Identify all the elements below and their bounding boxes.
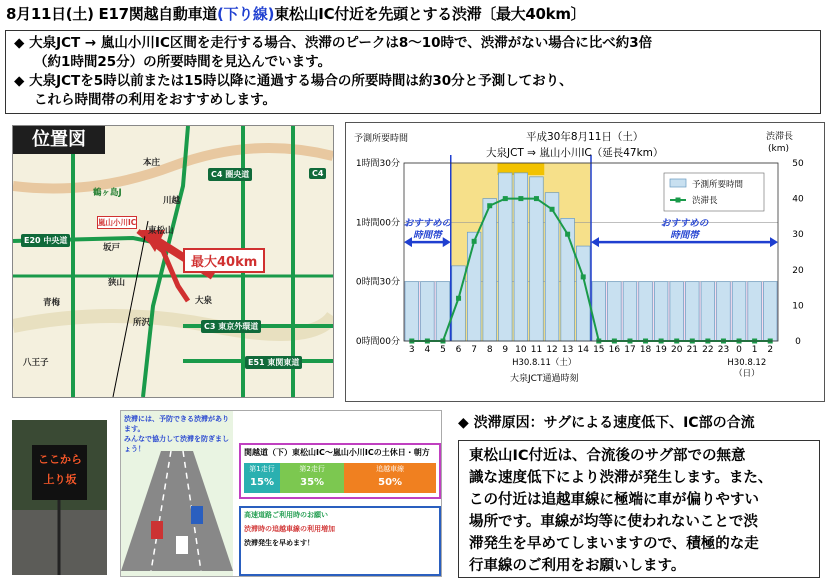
bar bbox=[670, 282, 684, 341]
poster-road-art bbox=[121, 451, 233, 571]
cause-line-2: 識な速度低下により渋滞が発生します。また、 bbox=[469, 470, 773, 486]
bar bbox=[639, 282, 653, 341]
bar bbox=[732, 282, 746, 341]
sign-c4-b: C4 bbox=[309, 168, 326, 179]
xtick: 4 bbox=[424, 345, 431, 355]
sign-e51: E51 東関東道 bbox=[245, 356, 302, 369]
ytick-right: 20 bbox=[792, 265, 804, 276]
chart-svg bbox=[346, 123, 824, 401]
cause-heading: ◆ 渋滞原因：サグによる速度低下、IC部の合流 bbox=[458, 415, 755, 431]
chart-route: 大泉JCT ⇒ 嵐山小川IC（延長47km） bbox=[486, 147, 664, 159]
place-ome: 青梅 bbox=[43, 298, 61, 308]
arrowhead bbox=[443, 237, 451, 247]
sag-sign-photo bbox=[12, 420, 107, 575]
ytick-right: 40 bbox=[792, 194, 804, 205]
ytick-right: 30 bbox=[792, 230, 804, 241]
bar bbox=[748, 282, 762, 341]
page-title bbox=[6, 3, 585, 24]
bar bbox=[701, 282, 715, 341]
legend-bar-swatch bbox=[670, 179, 686, 187]
lane1-label: 第1走行 bbox=[249, 465, 275, 473]
place-higashimatsuyama: 東松山 bbox=[148, 226, 174, 236]
campaign-poster bbox=[120, 410, 442, 577]
xtick: 20 bbox=[670, 345, 683, 355]
note-line-3: ◆ 大泉JCTを5時以前または15時以降に通過する場合の所要時間は約30分と予測しており、 bbox=[14, 73, 573, 89]
ytick-left: 0時間30分 bbox=[355, 277, 400, 288]
title-part-3: 東松山IC付近を先頭とする渋滞〔最大40km〕 bbox=[274, 5, 586, 23]
cause-line-3: この付近は追越車線に極端に車が偏りやすい bbox=[469, 492, 759, 508]
xtick: 19 bbox=[655, 345, 667, 355]
jam-point bbox=[534, 196, 539, 201]
place-ranzan: 嵐山小川IC bbox=[98, 218, 137, 227]
xtick: 12 bbox=[546, 345, 558, 355]
bar bbox=[717, 282, 731, 341]
chart-ylabel-right: 渋滞長 bbox=[766, 132, 794, 142]
cause-line-1: 東松山IC付近は、合流後のサグ部での無意 bbox=[469, 448, 746, 464]
xtick: 14 bbox=[577, 345, 589, 355]
place-kawagoe: 川越 bbox=[163, 196, 181, 206]
xtick: 6 bbox=[455, 345, 462, 355]
bar bbox=[763, 282, 777, 341]
request-title: 高速道路ご利用時のお願い bbox=[244, 511, 328, 519]
legend-bar-label: 予測所要時間 bbox=[692, 180, 744, 190]
recommend-left-1: おすすめの bbox=[403, 218, 452, 230]
xtick: 18 bbox=[639, 345, 652, 355]
x-date-right-day: （日） bbox=[734, 369, 760, 379]
location-map bbox=[12, 125, 334, 398]
xtick: 13 bbox=[561, 345, 574, 355]
sign-text-2: 上り坂 bbox=[43, 473, 77, 486]
x-date-left: H30.8.11（土） bbox=[512, 358, 577, 368]
legend-line-marker bbox=[676, 198, 681, 203]
bar bbox=[623, 282, 637, 341]
bar bbox=[592, 282, 606, 341]
lane3-value: 50% bbox=[378, 477, 403, 488]
chart-ylabel-left: 予測所要時間 bbox=[354, 134, 409, 144]
arrowhead bbox=[770, 237, 778, 247]
cause-line-4: 場所です。車線が均等に使われないことで渋 bbox=[469, 514, 758, 530]
place-oizumi: 大泉 bbox=[195, 296, 213, 306]
recommend-right-1: おすすめの bbox=[660, 218, 709, 230]
request-text: 渋滞発生を早めます！ bbox=[244, 539, 314, 547]
map-title: 位置図 bbox=[13, 126, 105, 154]
place-hachioji: 八王子 bbox=[23, 358, 49, 368]
xtick: 21 bbox=[686, 345, 699, 355]
xtick: 3 bbox=[408, 345, 415, 355]
max-congestion-label: 最大40km bbox=[183, 248, 265, 273]
xtick: 22 bbox=[702, 345, 714, 355]
sign-c3: C3 東京外環道 bbox=[201, 320, 261, 333]
jam-point bbox=[581, 274, 586, 279]
chart-title-date: 平成30年8月11日（土） bbox=[526, 131, 644, 143]
xtick: 2 bbox=[767, 345, 774, 355]
cause-line-5: 滞発生を早めてしまいますので、積極的な走 bbox=[469, 536, 759, 552]
xtick: 10 bbox=[515, 345, 527, 355]
jam-point bbox=[565, 232, 570, 237]
xtick: 16 bbox=[608, 345, 621, 355]
xtick: 5 bbox=[440, 345, 446, 355]
xtick: 1 bbox=[751, 345, 758, 355]
bar bbox=[545, 193, 559, 341]
bar bbox=[608, 282, 622, 341]
jam-point bbox=[456, 296, 461, 301]
jam-point bbox=[503, 196, 508, 201]
arrowhead bbox=[404, 237, 412, 247]
lane1-value: 15% bbox=[250, 477, 274, 488]
lane-usage-panel bbox=[239, 443, 441, 499]
bar bbox=[654, 282, 668, 341]
place-sakado: 坂戸 bbox=[103, 243, 121, 253]
jam-point bbox=[550, 207, 555, 212]
xtick: 0 bbox=[736, 345, 742, 355]
cause-line-6: 行車線のご利用をお願いします。 bbox=[469, 558, 686, 574]
ytick-left: 1時間00分 bbox=[355, 218, 400, 229]
xtick: 15 bbox=[593, 345, 605, 355]
legend-line-label: 渋滞長 bbox=[692, 196, 718, 206]
ytick-right: 50 bbox=[792, 159, 804, 169]
photo-art bbox=[12, 420, 107, 575]
place-tsurugashima: 鶴ヶ島J bbox=[93, 188, 122, 198]
title-direction: (下り線) bbox=[216, 5, 275, 23]
note-line-2: （約1時間25分）の所要時間を見込んでいます。 bbox=[34, 54, 332, 70]
title-part-1: 8月11日(土) E17関越自動車道 bbox=[6, 5, 217, 23]
lane3-label: 追越車線 bbox=[376, 465, 405, 473]
notes-box bbox=[5, 30, 821, 114]
sign-text-1: ここから bbox=[38, 453, 82, 466]
lane2-label: 第2走行 bbox=[299, 465, 325, 473]
x-date-right: H30.8.12 bbox=[727, 358, 767, 368]
place-tokorozawa: 所沢 bbox=[133, 318, 151, 328]
ytick-right: 10 bbox=[792, 301, 804, 312]
note-line-1: ◆ 大泉JCT → 嵐山小川IC区間を走行する場合、渋滞のピークは8～10時で、渋滞がない場合に比べ約3倍 bbox=[14, 35, 653, 51]
jam-point bbox=[518, 196, 523, 201]
chart-xlabel: 大泉JCT通過時刻 bbox=[510, 374, 579, 384]
poster-head-2: みんなで協力して渋滞を防ぎましょう！ bbox=[124, 435, 229, 453]
sign-c4-kenodo: C4 圏央道 bbox=[208, 168, 252, 181]
poster-head-1: 渋滞には、予防できる渋滞があります。 bbox=[124, 415, 229, 433]
lane-panel-title: 関越道（下）東松山IC～嵐山小川ICの土休日・朝方 bbox=[244, 448, 430, 457]
bar bbox=[436, 282, 450, 341]
chart-ylabel-right-unit: (km) bbox=[768, 144, 790, 154]
ytick-left: 0時間00分 bbox=[355, 337, 400, 347]
bar bbox=[467, 232, 481, 341]
jam-point bbox=[487, 203, 492, 208]
poster-request-panel bbox=[239, 506, 441, 576]
recommend-right-2: 時間帯 bbox=[670, 230, 699, 242]
arrowhead bbox=[591, 237, 599, 247]
bar bbox=[421, 282, 435, 341]
xtick: 7 bbox=[471, 345, 477, 355]
request-red: 渋滞時の追越車線の利用増加 bbox=[244, 525, 335, 533]
bar bbox=[483, 199, 497, 341]
forecast-chart bbox=[345, 122, 825, 402]
place-honjo: 本庄 bbox=[143, 158, 161, 168]
lane2-value: 35% bbox=[300, 477, 325, 488]
sign-e20: E20 中央道 bbox=[21, 234, 70, 247]
ytick-right: 0 bbox=[795, 337, 801, 347]
xtick: 9 bbox=[502, 345, 509, 355]
bar bbox=[686, 282, 700, 341]
poster-left bbox=[121, 411, 233, 576]
xtick: 11 bbox=[530, 345, 543, 355]
note-line-4: これら時間帯の利用をおすすめします。 bbox=[34, 92, 277, 108]
xtick: 8 bbox=[486, 345, 493, 355]
place-sayama: 狭山 bbox=[108, 278, 126, 288]
jam-point bbox=[472, 239, 477, 244]
bar bbox=[405, 282, 419, 341]
xtick: 23 bbox=[717, 345, 730, 355]
xtick: 17 bbox=[624, 345, 636, 355]
cause-box bbox=[458, 440, 820, 578]
recommend-left-2: 時間帯 bbox=[413, 230, 442, 242]
ytick-left: 1時間30分 bbox=[355, 159, 400, 169]
